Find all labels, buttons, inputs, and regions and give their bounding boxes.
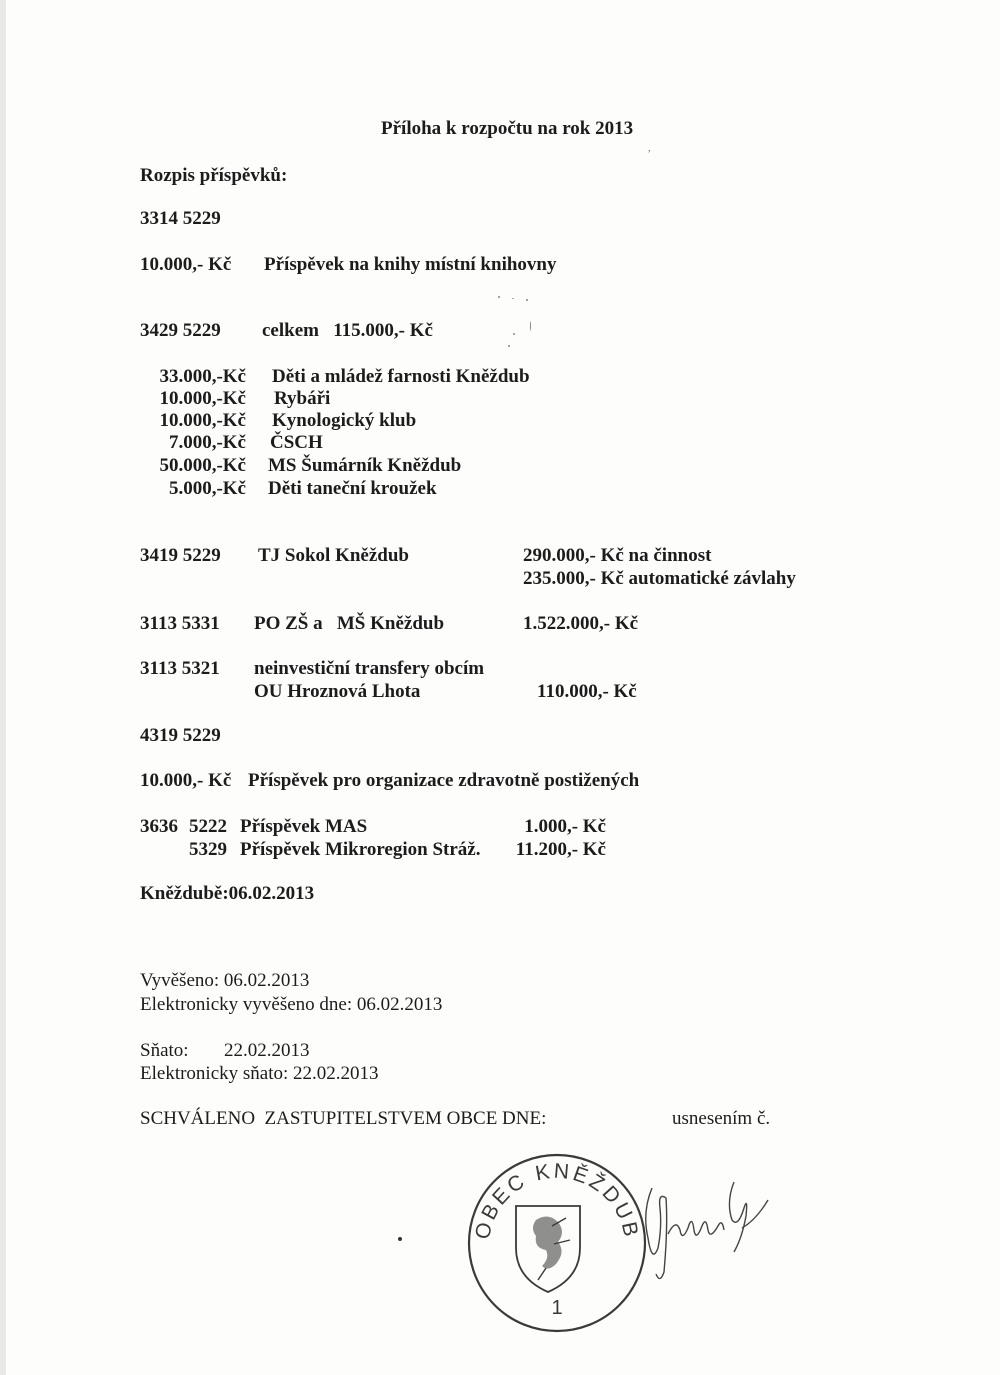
approval-statement: SCHVÁLENO ZASTUPITELSTVEM OBCE DNE:	[140, 1108, 547, 1129]
scan-speck	[526, 299, 528, 301]
coat-of-arms-icon	[516, 1206, 580, 1292]
amount: 10.000,- Kč	[140, 254, 232, 275]
scan-speck	[512, 298, 514, 299]
amount: 10.000,-Kč	[159, 410, 246, 431]
scan-mark: ,	[648, 143, 651, 154]
removed-electronic-date: Elektronicky sňato: 22.02.2013	[140, 1063, 379, 1084]
amount: 10.000,-Kč	[159, 388, 246, 409]
budget-subcode: 5222	[189, 816, 227, 837]
amount-line: 235.000,- Kč automatické závlahy	[523, 568, 796, 589]
stamp-text: OBEC KNĚŽDUB	[471, 1159, 643, 1242]
official-stamp	[462, 1148, 652, 1338]
scan-speck	[498, 296, 500, 298]
budget-code: 3419 5229	[140, 545, 221, 566]
budget-code: 3314 5229	[140, 208, 221, 229]
recipient-name: Děti a mládež farnosti Kněždub	[272, 366, 530, 387]
recipient-name: ČSCH	[270, 432, 323, 453]
amount: 11.200,- Kč	[515, 839, 606, 860]
recipient-name: Děti taneční kroužek	[268, 478, 437, 499]
section-total: celkem 115.000,- Kč	[262, 320, 433, 341]
budget-subcode: 5329	[189, 839, 227, 860]
amount: 33.000,-Kč	[159, 366, 246, 387]
amount: 10.000,- Kč	[140, 770, 232, 791]
recipient-name: MS Šumárník Kněždub	[268, 455, 462, 476]
amount: 50.000,-Kč	[159, 455, 246, 476]
removed-label: Sňato:	[140, 1040, 189, 1061]
scan-edge	[0, 0, 6, 1375]
budget-code: 4319 5229	[140, 725, 221, 746]
signature	[638, 1168, 778, 1288]
recipient-name: Kynologický klub	[272, 410, 417, 431]
scan-speck	[530, 321, 531, 331]
place-date: Kněždubě:06.02.2013	[140, 883, 315, 904]
item-description: Příspěvek MAS	[240, 816, 368, 837]
amount: 110.000,- Kč	[537, 681, 637, 702]
budget-code: 3113 5321	[140, 658, 220, 679]
item-description: Příspěvek pro organizace zdravotně postižených	[248, 770, 640, 791]
budget-code: 3636	[140, 816, 178, 837]
scan-speck	[513, 333, 515, 335]
recipient-name: OU Hroznová Lhota	[254, 681, 421, 702]
document-title: Příloha k rozpočtu na rok 2013	[381, 118, 634, 139]
removed-date: 22.02.2013	[224, 1040, 310, 1061]
amount-line: 290.000,- Kč na činnost	[523, 545, 712, 566]
posted-electronic-date: Elektronicky vyvěšeno dne: 06.02.2013	[140, 994, 443, 1015]
scan-speck	[508, 345, 510, 347]
amount: 1.522.000,- Kč	[523, 613, 639, 634]
amount: 7.000,-Kč	[168, 432, 246, 453]
item-description: neinvestiční transfery obcím	[254, 658, 485, 679]
recipient-name: PO ZŠ a MŠ Kněždub	[254, 613, 445, 634]
recipient-name: TJ Sokol Kněždub	[258, 545, 409, 566]
stamp-number: 1	[551, 1297, 563, 1319]
scan-speck	[398, 1237, 402, 1241]
budget-code: 3113 5331	[140, 613, 220, 634]
item-description: Příspěvek Mikroregion Stráž.	[240, 839, 481, 860]
budget-code: 3429 5229	[140, 320, 221, 341]
amount: 5.000,-Kč	[168, 478, 246, 499]
recipient-name: Rybáři	[274, 388, 331, 409]
section-heading: Rozpis příspěvků:	[140, 165, 288, 186]
item-description: Příspěvek na knihy místní knihovny	[264, 254, 557, 275]
resolution-label: usnesením č.	[672, 1108, 771, 1129]
amount: 1.000,- Kč	[524, 816, 606, 837]
posted-date: Vyvěšeno: 06.02.2013	[140, 970, 310, 991]
